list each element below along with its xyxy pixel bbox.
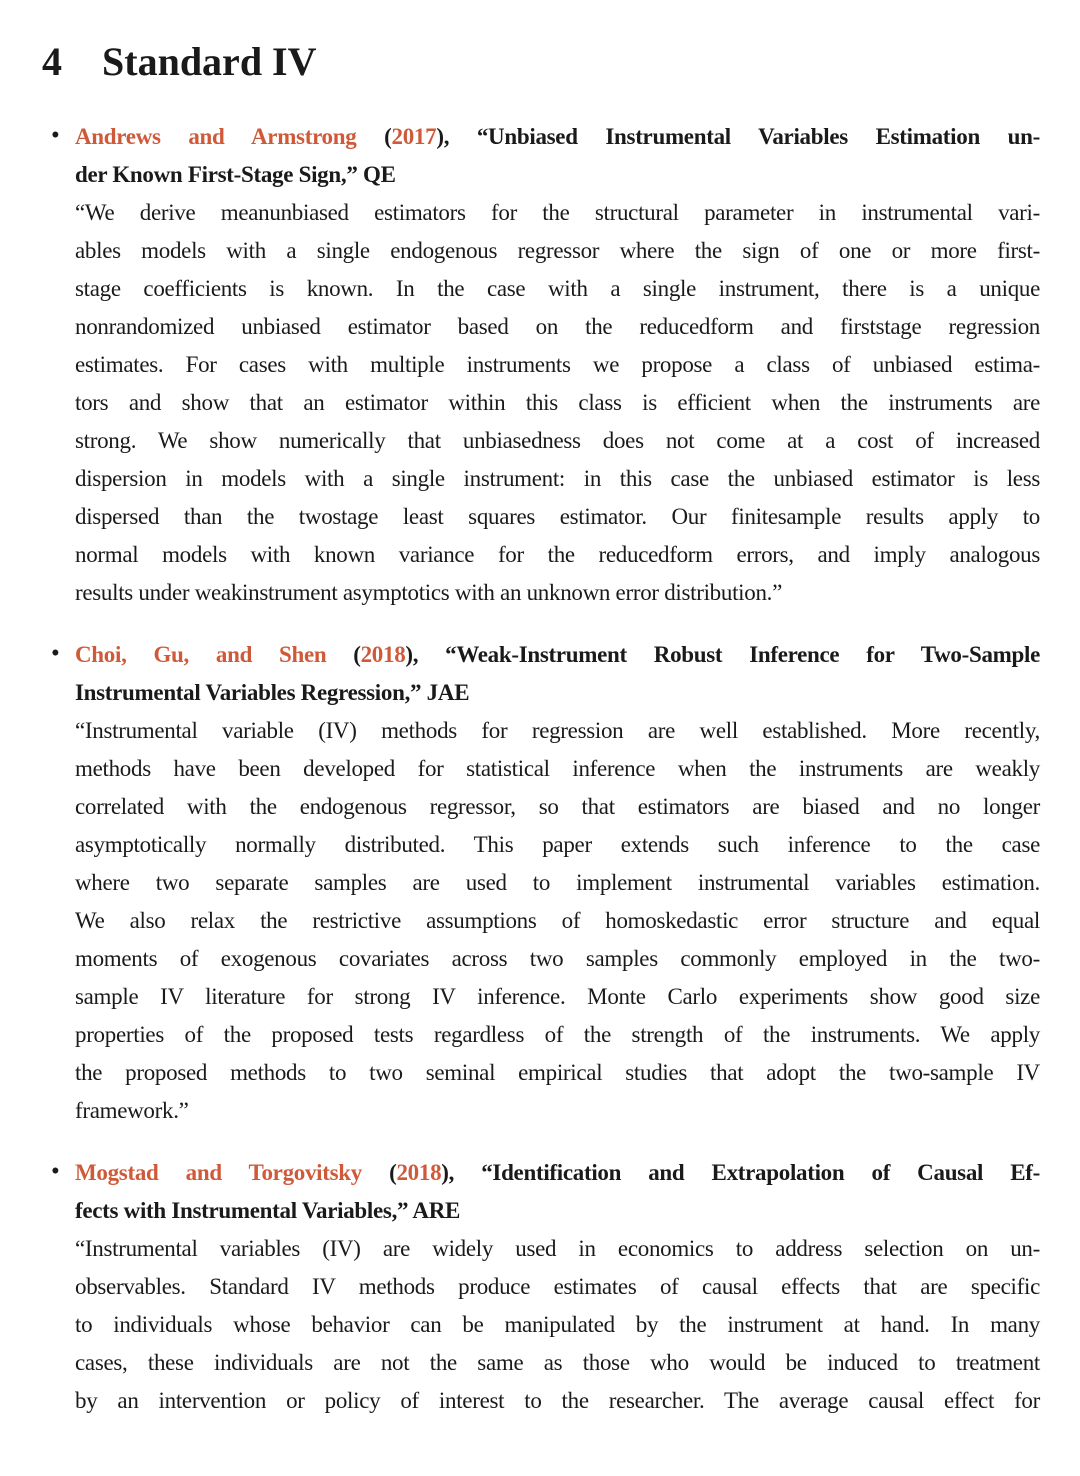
abstract-line: properties of the proposed tests regardless of the strength of the instruments. We apply [75,1022,1040,1047]
abstract-line: correlated with the endogenous regressor, so that estimators are biased and no longer [75,794,1040,819]
bullet-icon: • [51,122,60,149]
bullet-icon: • [51,640,60,667]
abstract-line: tors and show that an estimator within this class is efficient when the instruments are [75,390,1040,415]
abstract-line: cases, these individuals are not the same as those who would be induced to treatment [75,1350,1040,1375]
abstract [75,712,1040,1130]
abstract-line: dispersed than the twostage least squares estimator. Our finitesample results apply to [75,504,1040,529]
heading-text: ), “Identification and Extrapolation of Causal Ef- [441,1160,1041,1185]
author-link[interactable]: Mogstad and Torgovitsky [75,1160,362,1185]
abstract [75,194,1040,612]
heading-text: ( [356,124,392,149]
abstract-line: by an intervention or policy of interest to the researcher. The average causal effect for [75,1388,1040,1413]
heading-text: ( [326,642,361,667]
year-link[interactable]: 2017 [391,124,437,149]
heading-text: der Known First-Stage Sign,” QE [75,162,396,187]
heading-text: Instrumental Variables Regression,” JAE [75,680,470,705]
heading-text: ), “Unbiased Instrumental Variables Estimation un- [436,124,1040,149]
abstract [75,1230,1040,1420]
abstract-line: observables. Standard IV methods produce estimates of causal effects that are specific [75,1274,1040,1299]
reference-entry [51,118,1040,612]
abstract-line: results under weakinstrument asymptotics with an unknown error distribution.” [75,580,783,605]
abstract-line: asymptotically normally distributed. This paper extends such inference to the case [75,832,1040,857]
abstract-line: ables models with a single endogenous regressor where the sign of one or more first- [75,238,1040,263]
abstract-line: We also relax the restrictive assumptions of homoskedastic error structure and equal [75,908,1040,933]
bullet-icon: • [51,1158,60,1185]
abstract-line: where two separate samples are used to implement instrumental variables estimation. [75,870,1040,895]
year-link[interactable]: 2018 [396,1160,442,1185]
heading-line [75,156,1040,194]
entry-heading [75,636,1040,712]
section-number: 4 [42,39,62,84]
heading-line [75,1192,1040,1230]
entry-heading [75,118,1040,194]
author-link[interactable]: Andrews and Armstrong [75,124,357,149]
abstract-line: framework.” [75,1098,189,1123]
abstract-line: estimates. For cases with multiple instruments we propose a class of unbiased estima- [75,352,1040,377]
abstract-line: moments of exogenous covariates across two samples commonly employed in the two- [75,946,1040,971]
abstract-line: “Instrumental variables (IV) are widely used in economics to address selection on un- [75,1236,1040,1261]
heading-text: ( [361,1160,397,1185]
heading-text: ), “Weak-Instrument Robust Inference for Two-Sample [405,642,1040,667]
heading-text: fects with Instrumental Variables,” ARE [75,1198,461,1223]
abstract-line: stage coefficients is known. In the case with a single instrument, there is a unique [75,276,1040,301]
section-title: Standard IV [102,39,317,84]
heading-line [75,674,1040,712]
abstract-line: normal models with known variance for the reducedform errors, and imply analogous [75,542,1040,567]
section-heading [42,38,1080,86]
abstract-line: dispersion in models with a single instrument: in this case the unbiased estimator is less [75,466,1040,491]
abstract-line: “Instrumental variable (IV) methods for regression are well established. More recently, [75,718,1040,743]
heading-line [75,1154,1040,1192]
abstract-line: methods have been developed for statistical inference when the instruments are weakly [75,756,1040,781]
entry-heading [75,1154,1040,1230]
reference-entry [51,636,1040,1130]
reference-list [51,118,1041,1420]
heading-line [75,636,1040,674]
abstract-line: nonrandomized unbiased estimator based on the reducedform and firststage regression [75,314,1040,339]
abstract-line: “We derive meanunbiased estimators for the structural parameter in instrumental vari- [75,200,1040,225]
abstract-line: strong. We show numerically that unbiasedness does not come at a cost of increased [75,428,1040,453]
reference-entry [51,1154,1041,1420]
year-link[interactable]: 2018 [360,642,406,667]
heading-line [75,118,1040,156]
abstract-line: the proposed methods to two seminal empirical studies that adopt the two-sample IV [75,1060,1040,1085]
abstract-line: sample IV literature for strong IV inference. Monte Carlo experiments show good size [75,984,1040,1009]
author-link[interactable]: Choi, Gu, and Shen [75,642,327,667]
abstract-line: to individuals whose behavior can be manipulated by the instrument at hand. In many [75,1312,1040,1337]
